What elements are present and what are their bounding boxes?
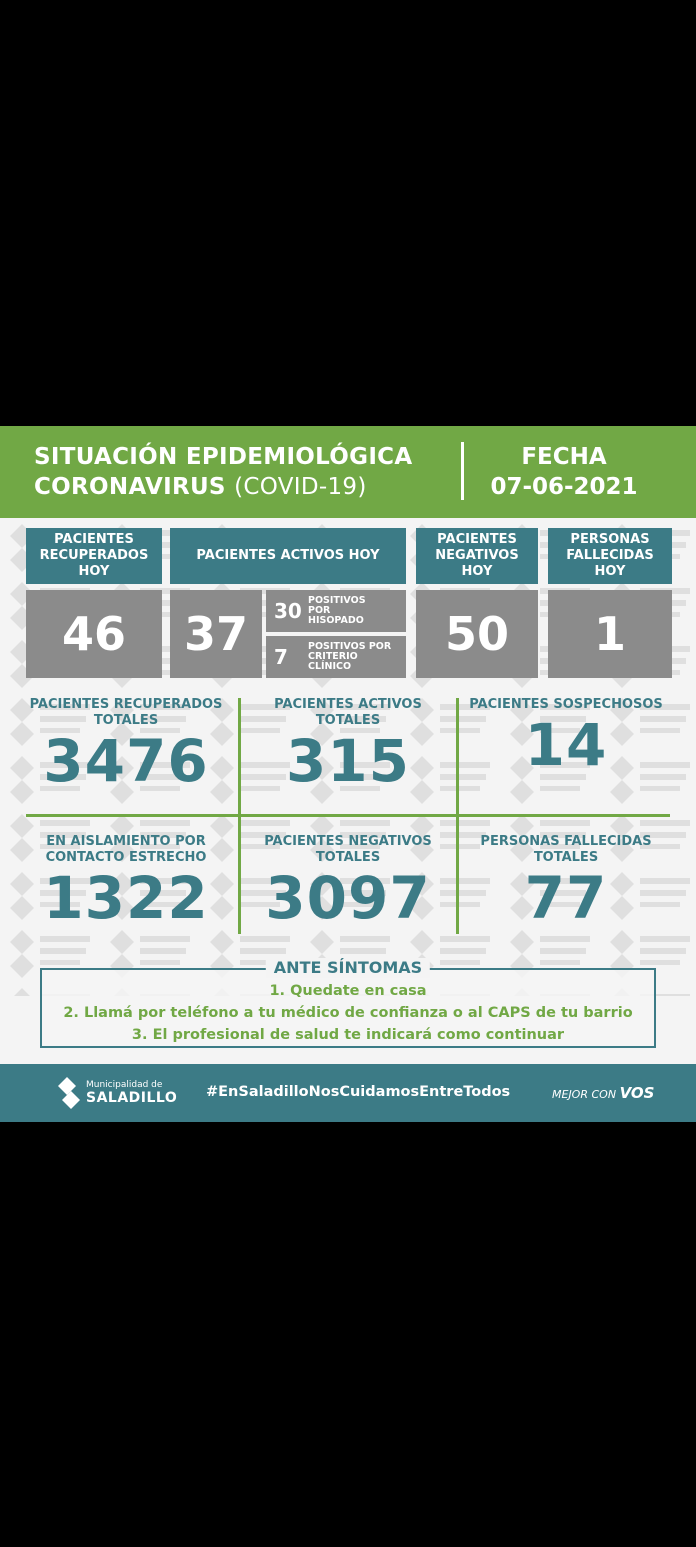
sintomas-item-2: 2. Llamá por teléfono a tu médico de confianza o al CAPS de tu barrio — [63, 1005, 633, 1021]
activos-hoy-label: PACIENTES ACTIVOS HOY — [170, 528, 406, 584]
recuperados-hoy-label: PACIENTES RECUPERADOS HOY — [26, 528, 162, 584]
date-value: 07-06-2021 — [490, 474, 638, 500]
hashtag: #EnSaladilloNosCuidamosEntreTodos — [206, 1084, 511, 1100]
date-block — [478, 442, 650, 502]
municipalidad-name: Municipalidad de SALADILLO — [86, 1080, 178, 1106]
activos-totales-value: 315 — [285, 727, 411, 795]
mejor-con-vos-logo: MEJOR CON VOS — [552, 1084, 655, 1102]
header-banner — [0, 426, 696, 518]
aislamiento-value: 1322 — [43, 864, 209, 932]
positivos-hisopado-box — [266, 590, 406, 632]
positivos-clinico-box — [266, 636, 406, 678]
recuperados-hoy-value: 46 — [26, 590, 162, 678]
ante-sintomas-box — [40, 958, 656, 1048]
recuperados-totales: PACIENTES RECUPERADOS TOTALES 3476 — [26, 697, 226, 793]
sospechosos-value: 14 — [524, 711, 608, 779]
activos-totales: PACIENTES ACTIVOS TOTALES 315 — [248, 697, 448, 793]
fallecidas-hoy-value: 1 — [548, 590, 672, 678]
clinico-value: 7 — [274, 645, 288, 669]
fallecidas-hoy-label: PERSONAS FALLECIDAS HOY — [548, 528, 672, 584]
negativos-hoy-label: PACIENTES NEGATIVOS HOY — [416, 528, 538, 584]
negativos-hoy-value: 50 — [416, 590, 538, 678]
negativos-totales: PACIENTES NEGATIVOS TOTALES 3097 — [248, 834, 448, 930]
activos-hoy-value: 37 — [170, 590, 262, 678]
grid-divider-h — [26, 814, 670, 817]
sintomas-item-1: 1. Quedate en casa — [269, 983, 427, 999]
negativos-totales-value: 3097 — [265, 864, 431, 932]
hisopado-value: 30 — [274, 599, 302, 623]
report-card — [0, 426, 696, 1122]
aislamiento: EN AISLAMIENTO POR CONTACTO ESTRECHO 1322 — [26, 834, 226, 930]
fallecidas-totales: PERSONAS FALLECIDAS TOTALES 77 — [466, 834, 666, 930]
date-label: FECHA — [521, 444, 607, 470]
ante-sintomas-title: ANTE SÍNTOMAS — [266, 958, 430, 978]
sospechosos: PACIENTES SOSPECHOSOS 14 — [466, 697, 666, 777]
recuperados-totales-value: 3476 — [43, 727, 209, 795]
clinico-label: POSITIVOS POR CRITERIO CLÍNICO — [308, 641, 392, 672]
municipalidad-logo-icon — [56, 1075, 82, 1111]
report-title: SITUACIÓN EPIDEMIOLÓGICA CORONAVIRUS (COVID-19) — [34, 444, 413, 500]
sintomas-item-3: 3. El profesional de salud te indicará como continuar — [131, 1027, 565, 1043]
hisopado-label: POSITIVOS POR HISOPADO — [308, 595, 366, 626]
header-divider — [461, 442, 464, 500]
fallecidas-totales-value: 77 — [524, 864, 608, 932]
footer-bar — [0, 1064, 696, 1122]
